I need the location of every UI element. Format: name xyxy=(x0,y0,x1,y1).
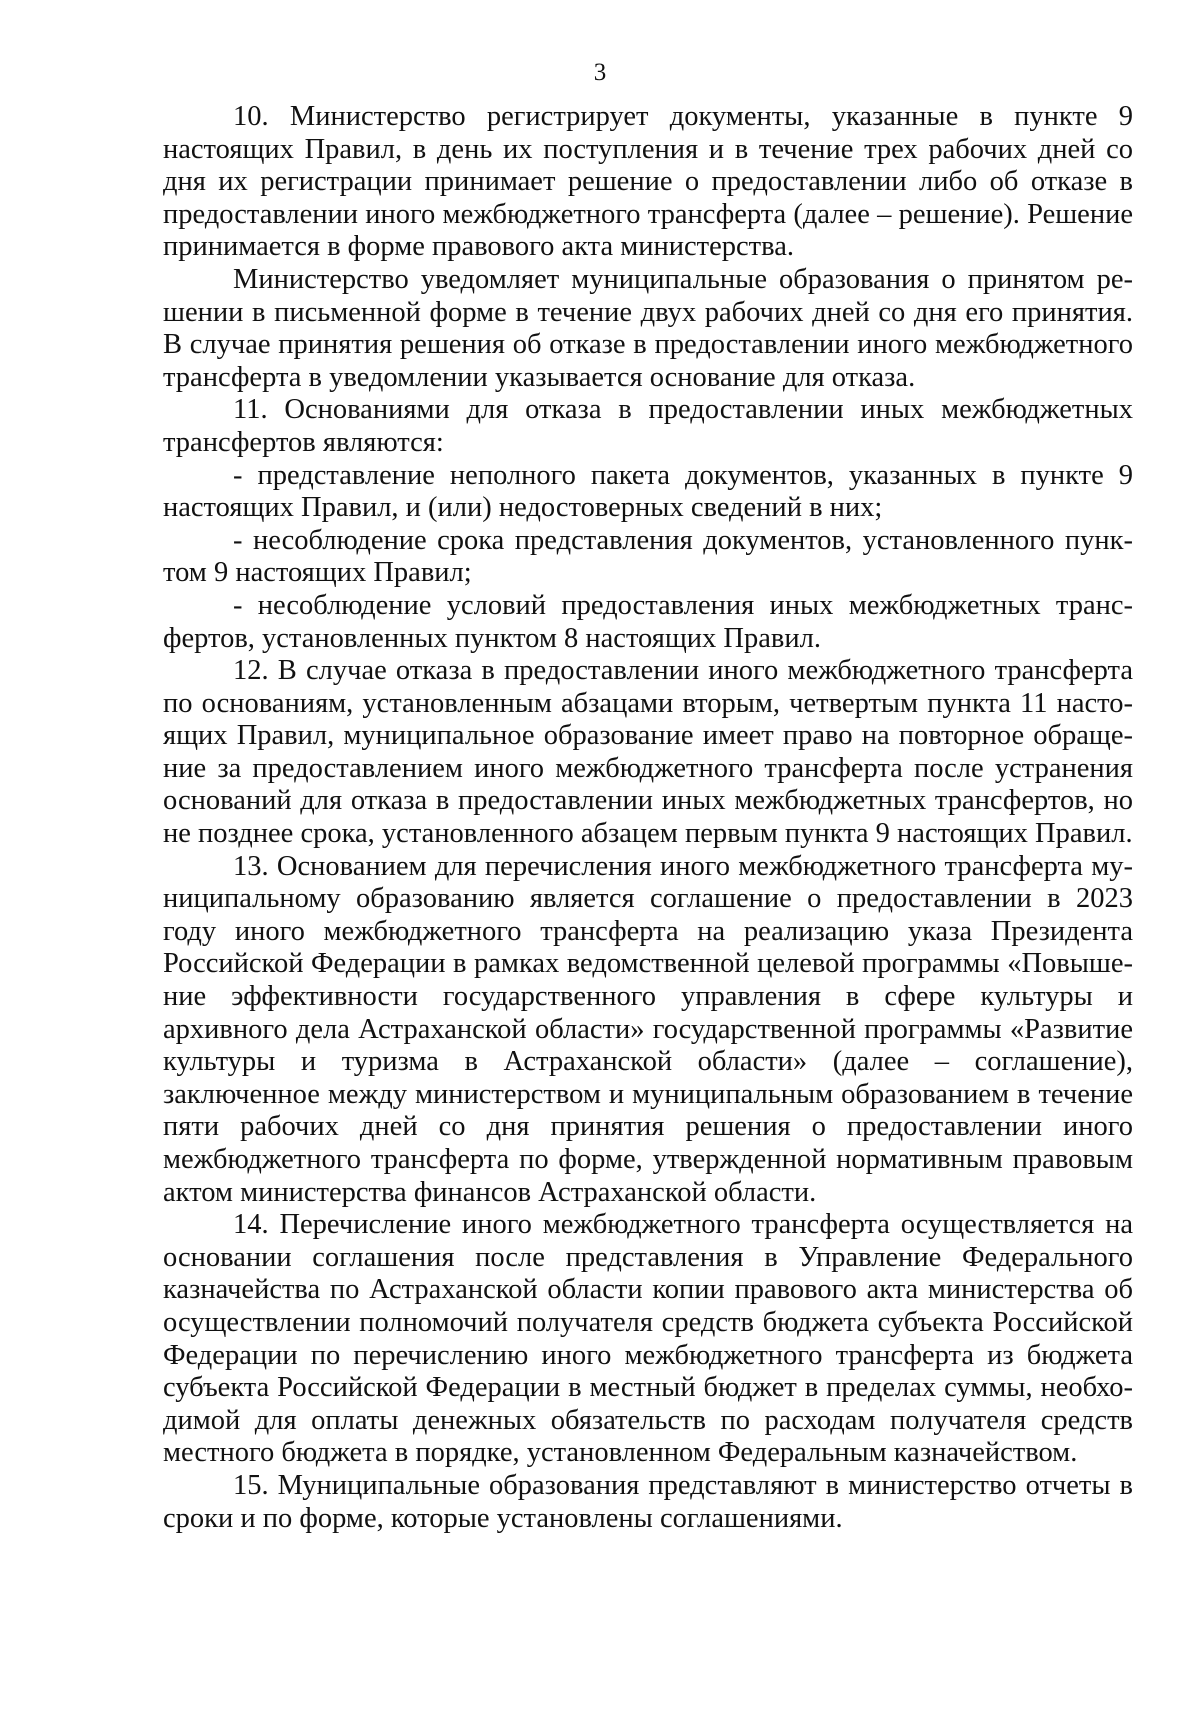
paragraph-13: 13. Основанием для перечисления иного межбюджетного трансферта муниципальному образованию является соглашение о предоставлении в 2023 году иного межбюджетного трансферта на реализацию указа Президента Российской Федерации в рамках ведомственной целевой программы «Повышение эффективности государственного управления в сфере культуры и архивного дела Астраханской области» государственной программы «Развитие культуры и туризма в Астраханской области» (далее – соглашение), заключенное между министерством и муниципальным образованием в течение пяти рабочих дней со дня принятия решения о предоставлении иного межбюджетного трансферта по форме, утвержденной нормативным правовым актом министерства финансов Астраханской области. xyxy=(163,850,1133,1208)
list-item-incomplete-documents: - представление неполного пакета документов, указанных в пункте 9 настоящих Правил, и (или) недостоверных сведений в них; xyxy=(163,459,1133,524)
paragraph-12: 12. В случае отказа в предоставлении иного межбюджетного трансферта по основаниям, установленным абзацами вторым, четвертым пункта 11 настоящих Правил, муниципальное образование имеет право на повторное обращение за предоставлением иного межбюджетного трансферта после устранения оснований для отказа в предоставлении иных межбюджетных трансфертов, но не позднее срока, установленного абзацем первым пункта 9 настоящих Правил. xyxy=(163,655,1133,850)
list-item-conditions-violation: - несоблюдение условий предоставления иных межбюджетных трансфертов, установленных пунктом 8 настоящих Правил. xyxy=(163,589,1133,654)
paragraph-14: 14. Перечисление иного межбюджетного трансферта осуществляется на основании соглашения после представления в Управление Федерального казначейства по Астраханской области копии правового акта министерства об осуществлении полномочий получателя средств бюджета субъекта Российской Федерации по перечислению иного межбюджетного трансферта из бюджета субъекта Российской Федерации в местный бюджет в пределах суммы, необходимой для оплаты денежных обязательств по расходам получателя средств местного бюджета в порядке, установленном Федеральным казначейством. xyxy=(163,1209,1133,1469)
paragraph-11: 11. Основаниями для отказа в предоставлении иных межбюджетных трансфертов являются: xyxy=(163,394,1133,458)
paragraph-10: 10. Министерство регистрирует документы, указанные в пункте 9 настоящих Правил, в день их поступления и в течение трех рабочих дней со дня их регистрации принимает решение о предоставлении либо об отказе в предоставлении иного межбюджетного трансферта (далее – решение). Решение принимается в форме правового акта министерства. xyxy=(163,101,1133,263)
list-item-deadline-violation: - несоблюдение срока представления документов, установленного пунктом 9 настоящих Правил; xyxy=(163,524,1133,589)
paragraph-notification: Министерство уведомляет муниципальные образования о принятом решении в письменной форме в течение двух рабочих дней со дня его принятия. В случае принятия решения об отказе в предоставлении иного межбюджетного трансферта в уведомлении указывается основание для отказа. xyxy=(163,263,1133,393)
page-number: 3 xyxy=(593,59,607,86)
paragraph-15: 15. Муниципальные образования представляют в министерство отчеты в сроки и по форме, которые установлены соглашениями. xyxy=(163,1469,1133,1534)
document-body xyxy=(163,101,1133,1535)
